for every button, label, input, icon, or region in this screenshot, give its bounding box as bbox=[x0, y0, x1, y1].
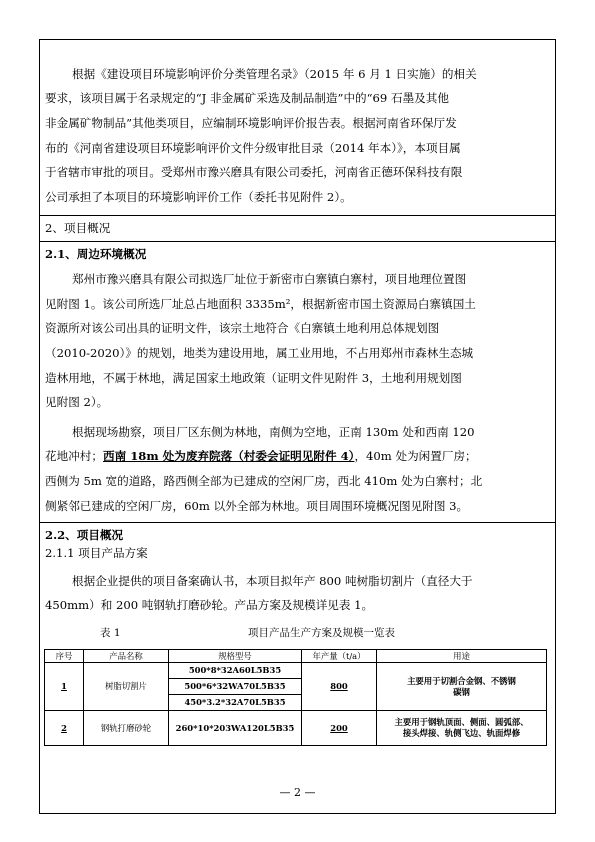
text-line: 见附图 2）。 bbox=[45, 395, 109, 409]
table-title: 项目产品生产方案及规模一览表 bbox=[248, 627, 395, 639]
text-line: 非金属矿物制品”其他类项目，应编制环境影响评价报告表。根据河南省环保厅发 bbox=[45, 116, 457, 130]
table-row bbox=[45, 711, 547, 746]
text-line: 造林用地，不属于林地，满足国家土地政策（证明文件见附件 3，土地利用规划图 bbox=[45, 371, 462, 385]
row-number: 1 bbox=[45, 663, 84, 711]
product-name: 树脂切割片 bbox=[84, 663, 169, 711]
text-line: （2010-2020）》的规划，地类为建设用地，属工业用地，不占用郑州市森林生态城 bbox=[45, 346, 474, 360]
text-line: 侧紧邻已建成的空闲厂房，60m 以外全部为林地。项目周围环境概况图见附图 3。 bbox=[45, 499, 469, 513]
text-line: 要求，该项目属于名录规定的“J 非金属矿采选及制品制造”中的“69 石墨及其他 bbox=[45, 91, 449, 105]
col-header: 序号 bbox=[45, 650, 84, 663]
text-line: 资源所对该公司出具的证明文件，该宗土地符合《白寨镇土地利用总体规划图 bbox=[45, 321, 440, 335]
spec-cell: 500*6*32WA70L5B35 bbox=[169, 679, 302, 695]
text-line: 西侧为 5m 宽的道路，路西侧全部为已建成的空闲厂房，西北 410m 处为白寨村；北 bbox=[45, 474, 483, 488]
table-header-row bbox=[45, 650, 547, 663]
use-cell bbox=[377, 711, 547, 746]
output-cell: 800 bbox=[302, 663, 377, 711]
product-table bbox=[44, 649, 547, 746]
col-header: 年产量（t/a） bbox=[302, 650, 377, 663]
col-header: 用途 bbox=[377, 650, 547, 663]
use-line: 主要用于钢轨顶面、侧面、圆弧部、 bbox=[394, 717, 529, 727]
output-cell: 200 bbox=[302, 711, 377, 746]
product-name: 钢轨打磨砂轮 bbox=[84, 711, 169, 746]
text-line: 于省辖市审批的项目。受郑州市豫兴磨具有限公司委托，河南省正德环保科技有限 bbox=[45, 165, 463, 179]
text-line: 根据企业提供的项目备案确认书，本项目拟年产 800 吨树脂切割片（直径大于 bbox=[72, 574, 473, 588]
text-line: 根据现场勘察，项目厂区东侧为林地，南侧为空地，正南 130m 处和西南 120 bbox=[72, 425, 475, 439]
col-header: 规格型号 bbox=[169, 650, 302, 663]
text-line: 郑州市豫兴磨具有限公司拟选厂址位于新密市白寨镇白寨村，项目地理位置图 bbox=[72, 272, 467, 286]
divider bbox=[39, 522, 556, 523]
table-row bbox=[45, 663, 547, 679]
divider bbox=[39, 241, 556, 242]
text-line: 公司承担了本项目的环境影响评价工作（委托书见附件 2）。 bbox=[45, 190, 352, 204]
section-heading: 2.2、项目概况 bbox=[45, 528, 124, 542]
text-line: 450mm）和 200 吨钢轨打磨砂轮。产品方案及规模详见表 1。 bbox=[45, 598, 374, 612]
text-line: 见附图 1。该公司所选厂址总占地面积 3335m²，根据新密市国土资源局白寨镇国土 bbox=[45, 297, 476, 311]
text-line: 布的《河南省建设项目环境影响评价文件分级审批目录（2014 年本）》，本项目属 bbox=[45, 141, 461, 155]
section-heading: 2、项目概况 bbox=[45, 221, 111, 235]
text-line: 根据《建设项目环境影响评价分类管理名录》（2015 年 6 月 1 日实施）的相关 bbox=[72, 67, 477, 81]
row-number: 2 bbox=[45, 711, 84, 746]
page-number: — 2 — bbox=[279, 786, 316, 799]
divider bbox=[39, 215, 556, 216]
spec-cell: 500*8*32A60L5B35 bbox=[169, 663, 302, 679]
use-line: 主要用于切割合金钢、不锈钢 bbox=[407, 675, 516, 686]
spec-cell: 450*3.2*32A70L5B35 bbox=[169, 695, 302, 711]
text-line bbox=[45, 448, 477, 464]
use-line: 接头焊接、轨侧飞边、轨面焊修 bbox=[402, 728, 521, 738]
col-header: 产品名称 bbox=[84, 650, 169, 663]
use-line: 碳钢 bbox=[453, 686, 470, 697]
text-span: ，40m 处为闲置厂房； bbox=[354, 449, 477, 463]
text-span: 花地冲村； bbox=[45, 449, 103, 463]
section-heading: 2.1、周边环境概况 bbox=[45, 247, 147, 261]
use-cell bbox=[377, 663, 547, 711]
underlined-text: 西南 18m 处为废弃院落（村委会证明见附件 4） bbox=[102, 449, 355, 463]
spec-cell: 260*10*203WA120L5B35 bbox=[169, 711, 302, 746]
subsection-heading: 2.1.1 项目产品方案 bbox=[45, 546, 148, 560]
table-label: 表 1 bbox=[100, 627, 121, 639]
